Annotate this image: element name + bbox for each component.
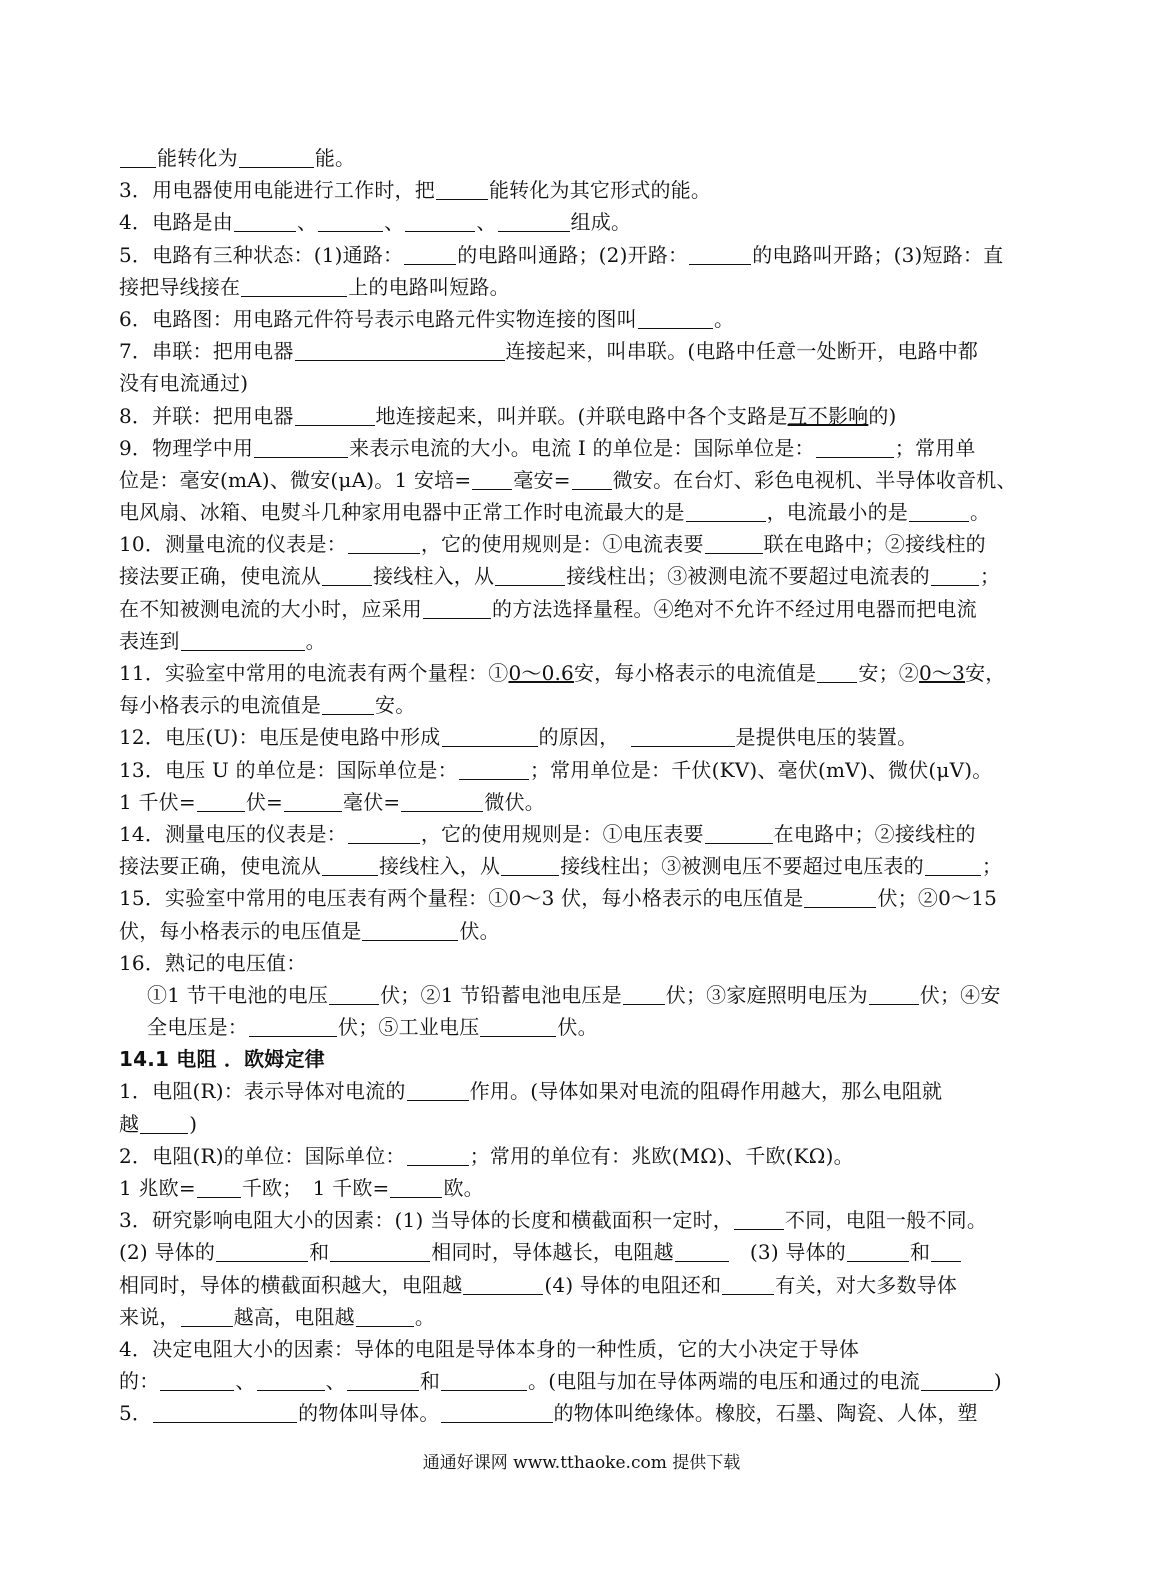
fill-in-blank [472, 469, 512, 490]
line-text: 能转化为其它形式的能。 [488, 178, 712, 203]
fill-in-blank [322, 855, 378, 876]
fill-in-blank [498, 211, 570, 232]
line-text: 没有电流通过) [119, 371, 249, 396]
worksheet-line [119, 1011, 1054, 1043]
fill-in-blank [441, 1370, 527, 1391]
line-text: 和 [309, 1240, 330, 1265]
worksheet-line [119, 528, 1054, 560]
line-text: 2．电阻(R)的单位：国际单位： [119, 1143, 406, 1168]
fill-in-blank [330, 1241, 430, 1262]
line-text: 越 [119, 1111, 140, 1136]
worksheet-body [119, 142, 1054, 1430]
line-text: 9．物理学中用 [119, 435, 254, 460]
fill-in-blank [407, 1080, 469, 1101]
worksheet-line [119, 400, 1054, 432]
worksheet-line [119, 335, 1054, 367]
line-text: ) [993, 1369, 1002, 1394]
fill-in-blank [401, 791, 483, 812]
line-text: 14．测量电压的仪表是： [119, 821, 347, 846]
line-text: 11．实验室中常用的电流表有两个量程：① [119, 661, 509, 685]
worksheet-line [119, 947, 1054, 979]
worksheet-line [119, 1269, 1054, 1301]
line-text: 和 [419, 1369, 441, 1394]
underlined-text: 0～0.6 [508, 661, 574, 685]
line-text: 4．电路是由 [119, 210, 233, 235]
fill-in-blank [631, 726, 735, 747]
worksheet-line [119, 1365, 1054, 1397]
line-text: ；常用的单位有：兆欧(MΩ)、千欧(KΩ)。 [469, 1143, 854, 1168]
line-text: 伏；④安 [919, 982, 1001, 1007]
fill-in-blank [197, 791, 245, 812]
fill-in-blank [329, 984, 379, 1005]
worksheet-line [119, 1075, 1054, 1107]
line-text: 的) [868, 403, 897, 428]
fill-in-blank [459, 759, 529, 780]
fill-in-blank [295, 405, 375, 426]
line-text: 6．电路图：用电路元件符号表示电路元件实物连接的图叫 [119, 306, 637, 331]
line-text: 、 [384, 210, 405, 235]
worksheet-line [119, 142, 1054, 174]
worksheet-line [119, 721, 1054, 753]
line-text: 连接起来，叫串联。(电路中任意一处断开，电路中都 [505, 339, 979, 364]
worksheet-line [119, 1333, 1054, 1365]
line-text: 10．测量电流的仪表是： [119, 532, 347, 557]
line-text: 。(电阻与加在导体两端的电压和通过的电流 [528, 1369, 920, 1394]
line-text: 在电路中；②接线柱的 [773, 821, 976, 846]
worksheet-line [119, 432, 1054, 464]
line-text: 、 [235, 1369, 256, 1394]
fill-in-blank [160, 1370, 234, 1391]
fill-in-blank [322, 694, 374, 715]
line-text: 相同时，导体越长，电阻越 [431, 1240, 674, 1265]
line-text: 伏。 [459, 918, 500, 943]
fill-in-blank [249, 1016, 337, 1037]
line-text: 伏= [245, 789, 284, 814]
worksheet-line [119, 754, 1054, 786]
line-text: 毫安= [513, 467, 571, 492]
fill-in-blank [423, 598, 491, 619]
line-text: 。 [414, 1304, 436, 1329]
fill-in-blank [501, 855, 559, 876]
line-text: 的物体叫导体。 [298, 1401, 440, 1426]
line-text: 联在电路中；②接线柱的 [763, 532, 986, 557]
line-text: 、 [296, 210, 318, 235]
line-text: 来表示电流的大小。电流 I 的单位是：国际单位是： [349, 435, 815, 460]
line-text: 每小格表示的电流值是 [119, 693, 321, 718]
line-text: 接线柱入，从 [373, 564, 495, 589]
line-text: 接线柱出；③被测电流不要超过电流表的 [566, 564, 930, 589]
line-text: 5．电路有三种状态：(1)通路： [119, 242, 404, 267]
line-text: 。 [970, 500, 991, 525]
line-text: 伏；⑤工业电压 [338, 1015, 480, 1040]
line-text: 接把导线接在 [119, 274, 241, 299]
fill-in-blank [120, 147, 156, 168]
worksheet-line [119, 1108, 1054, 1140]
line-text: 的物体叫绝缘体。橡胶，石墨、陶瓷、人体，塑 [553, 1401, 978, 1426]
fill-in-blank [441, 1402, 553, 1423]
worksheet-line [119, 464, 1054, 496]
worksheet-line [119, 174, 1054, 206]
fill-in-blank [925, 855, 981, 876]
line-text: 不同，电阻一般不同。 [785, 1208, 988, 1233]
fill-in-blank [638, 308, 713, 329]
page-footer: 通通好课网 www.tthaoke.com 提供下载 [422, 1453, 741, 1473]
line-text: 欧。 [443, 1176, 484, 1200]
line-text: ) [189, 1111, 198, 1136]
worksheet-line [119, 689, 1054, 721]
line-text: 安，每小格表示的电流值是 [573, 661, 817, 685]
worksheet-line [119, 850, 1054, 882]
line-text: 1 兆欧= [119, 1176, 196, 1200]
line-text: 安。 [375, 693, 416, 718]
fill-in-blank [847, 1241, 909, 1262]
line-text: 4．决定电阻大小的因素：导体的电阻是导体本身的一种性质，它的大小决定于导体 [119, 1336, 860, 1361]
worksheet-line [119, 1236, 1054, 1268]
worksheet-line [119, 979, 1054, 1011]
line-text: (3) 导体的 [729, 1240, 846, 1265]
fill-in-blank [390, 1177, 442, 1198]
line-text: 。 [305, 628, 326, 653]
line-text: 13．电压 U 的单位是：国际单位是： [119, 757, 458, 782]
line-text: 8．并联：把用电器 [119, 403, 294, 428]
fill-in-blank [436, 179, 488, 200]
worksheet-line [119, 882, 1054, 914]
line-text: 全电压是： [147, 1015, 248, 1040]
line-text: 5． [119, 1401, 153, 1426]
line-text: ；常用单 [894, 435, 976, 460]
fill-in-blank [921, 1370, 993, 1391]
line-text: 14.1 电阻 ．欧姆定律 [119, 1047, 325, 1072]
fill-in-blank [909, 501, 969, 522]
fill-in-blank [295, 340, 505, 361]
fill-in-blank [318, 211, 383, 232]
line-text: 的电路叫通路；(2)开路： [457, 242, 689, 267]
line-text: 的原因， [538, 725, 630, 750]
worksheet-line [119, 1172, 1054, 1204]
underlined-text: 0～3 [919, 661, 966, 685]
fill-in-blank [689, 244, 751, 265]
fill-in-blank [734, 1209, 784, 1230]
line-text: 的： [119, 1369, 160, 1394]
line-text: ①1 节干电池的电压 [147, 982, 329, 1007]
line-text: 安；② [858, 661, 919, 685]
worksheet-line [119, 593, 1054, 625]
worksheet-line [119, 367, 1054, 399]
fill-in-blank [241, 276, 347, 297]
fill-in-blank [705, 823, 773, 844]
fill-in-blank [257, 1370, 325, 1391]
fill-in-blank [140, 1113, 188, 1134]
fill-in-blank [322, 565, 372, 586]
fill-in-blank [348, 823, 420, 844]
line-text: ，它的使用规则是：①电压表要 [420, 821, 704, 846]
fill-in-blank [181, 1306, 233, 1327]
line-text: 的电路叫开路；(3)短路：直 [752, 242, 1004, 267]
line-text: 12．电压(U)：电压是使电路中形成 [119, 725, 441, 750]
fill-in-blank [816, 437, 894, 458]
fill-in-blank [197, 1177, 241, 1198]
underlined-text: 互不影响 [787, 403, 869, 428]
line-text: 是提供电压的装置。 [735, 725, 918, 750]
line-text: 伏；②0～15 [877, 886, 998, 911]
fill-in-blank [216, 1241, 308, 1262]
worksheet-line [119, 915, 1054, 947]
fill-in-blank [931, 1241, 961, 1262]
worksheet-line [119, 206, 1054, 238]
line-text: 15．实验室中常用的电压表有两个量程：①0～3 伏，每小格表示的电压值是 [119, 886, 804, 911]
line-text: 位是：毫安(mA)、微安(μA)。1 安培= [119, 467, 472, 492]
fill-in-blank [348, 533, 420, 554]
line-text: 电风扇、冰箱、电熨斗几种家用电器中正常工作时电流最大的是 [119, 500, 685, 525]
line-text: 。 [713, 306, 735, 331]
line-text: 在不知被测电流的大小时，应采用 [119, 596, 422, 621]
worksheet-line [119, 239, 1054, 271]
fill-in-blank [722, 1274, 774, 1295]
line-text: 微安。在台灯、彩色电视机、半导体收音机、 [612, 467, 1017, 492]
fill-in-blank [181, 630, 305, 651]
fill-in-blank [239, 147, 314, 168]
fill-in-blank [480, 1016, 556, 1037]
line-text: 来说， [119, 1304, 180, 1329]
fill-in-blank [347, 1370, 419, 1391]
line-text: (4) 导体的电阻还和 [544, 1272, 722, 1297]
fill-in-blank [817, 662, 857, 683]
worksheet-line [119, 271, 1054, 303]
line-text: 能。 [314, 146, 356, 170]
line-text: 接法要正确，使电流从 [119, 564, 321, 589]
line-text: ；常用单位是：千伏(KV)、毫伏(mV)、微伏(μV)。 [529, 757, 993, 782]
worksheet-line [119, 818, 1054, 850]
line-text: 千欧； 1 千欧= [241, 1176, 390, 1200]
fill-in-blank [356, 1306, 414, 1327]
fill-in-blank [442, 726, 538, 747]
line-text: 7．串联：把用电器 [119, 339, 294, 364]
line-text: 、 [325, 1369, 346, 1394]
line-text: 有关，对大多数导体 [775, 1272, 958, 1297]
line-text: ； [981, 854, 1003, 879]
line-text: 3．研究影响电阻大小的因素：(1) 当导体的长度和横截面积一定时， [119, 1208, 734, 1233]
worksheet-line [119, 496, 1054, 528]
line-text: 、 [476, 210, 497, 235]
line-text: 作用。(导体如果对电流的阻碍作用越大，那么电阻就 [469, 1079, 943, 1104]
worksheet-line [119, 1204, 1054, 1236]
line-text: ，它的使用规则是：①电流表要 [420, 532, 704, 557]
fill-in-blank [804, 887, 876, 908]
worksheet-line [119, 786, 1054, 818]
worksheet-line [119, 625, 1054, 657]
line-text: 毫伏= [343, 789, 401, 814]
section-heading [119, 1043, 1054, 1075]
line-text: 伏。 [557, 1015, 598, 1040]
fill-in-blank [869, 984, 919, 1005]
fill-in-blank [675, 1241, 729, 1262]
line-text: 越高，电阻越 [233, 1304, 355, 1329]
fill-in-blank [463, 1274, 543, 1295]
fill-in-blank [254, 437, 348, 458]
line-text: 的方法选择量程。④绝对不允许不经过用电器而把电流 [492, 596, 977, 621]
line-text: 组成。 [570, 210, 632, 235]
worksheet-line [119, 560, 1054, 592]
fill-in-blank [234, 211, 296, 232]
line-text: 安， [965, 661, 1006, 685]
worksheet-line [119, 1140, 1054, 1172]
fill-in-blank [407, 1145, 469, 1166]
fill-in-blank [931, 565, 979, 586]
line-text: 微伏。 [484, 789, 545, 814]
line-text: 能转化为 [157, 146, 238, 170]
line-text: 接线柱入，从 [379, 854, 501, 879]
fill-in-blank [705, 533, 763, 554]
fill-in-blank [686, 501, 766, 522]
fill-in-blank [572, 469, 612, 490]
fill-in-blank [495, 565, 565, 586]
line-text: 接法要正确，使电流从 [119, 854, 321, 879]
line-text: ，电流最小的是 [766, 500, 909, 525]
line-text: 1．电阻(R)：表示导体对电流的 [119, 1079, 406, 1104]
line-text: 3．用电器使用电能进行工作时，把 [119, 178, 435, 203]
fill-in-blank [404, 244, 456, 265]
line-text: 1 千伏= [119, 789, 196, 814]
line-text: 16．熟记的电压值： [119, 950, 307, 975]
fill-in-blank [153, 1402, 297, 1423]
line-text: 伏；③家庭照明电压为 [665, 982, 868, 1007]
line-text: 地连接起来，叫并联。(并联电路中各个支路是 [375, 403, 788, 428]
fill-in-blank [284, 791, 342, 812]
line-text: 表连到 [119, 628, 180, 653]
worksheet-line [119, 303, 1054, 335]
line-text: 上的电路叫短路。 [348, 274, 510, 299]
worksheet-line [119, 1397, 1054, 1429]
fill-in-blank [623, 984, 665, 1005]
worksheet-line [119, 1301, 1054, 1333]
line-text: ； [979, 564, 1001, 589]
line-text: 伏，每小格表示的电压值是 [119, 918, 362, 943]
worksheet-line [119, 657, 1054, 689]
line-text: 和 [910, 1240, 931, 1265]
fill-in-blank [405, 211, 475, 232]
line-text: 接线柱出；③被测电压不要超过电压表的 [560, 854, 924, 879]
line-text: (2) 导体的 [119, 1240, 216, 1265]
line-text: 伏；②1 节铅蓄电池电压是 [380, 982, 622, 1007]
fill-in-blank [362, 920, 458, 941]
line-text: 相同时，导体的横截面积越大，电阻越 [119, 1272, 463, 1297]
